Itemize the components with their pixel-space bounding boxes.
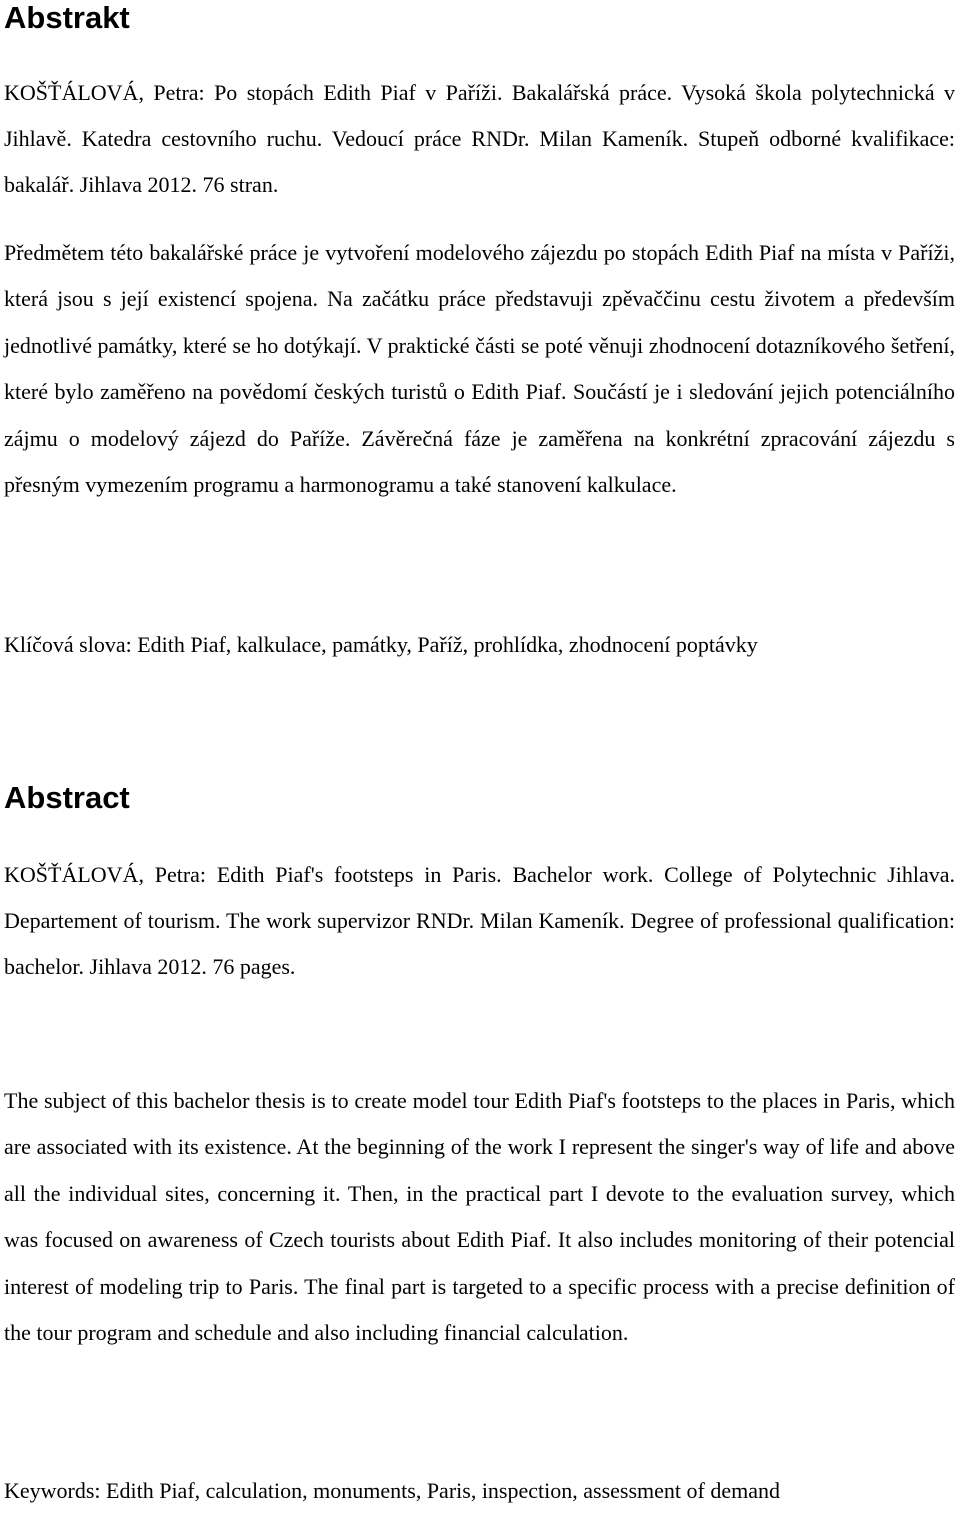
czech-keywords: Klíčová slova: Edith Piaf, kalkulace, památky, Paříž, prohlídka, zhodnocení poptávky	[4, 632, 758, 657]
english-abstract-heading: Abstract	[4, 780, 130, 815]
czech-abstract-text: Předmětem této bakalářské práce je vytvoření modelového zájezdu po stopách Edith Piaf na místa v Paříži, která jsou s její existencí spojena. Na začátku práce představuji zpěvaččinu cestu životem a především jednotlivé památky, které se ho dotýkají. V praktické části se poté věnuji zhodnocení dotazníkového šetření, které bylo zaměřeno na povědomí českých turistů o Edith Piaf. Součástí je i sledování jejich potenciálního zájmu o modelový zájezd do Paříže. Závěrečná fáze je zaměřena na konkrétní zpracování zájezdu s přesným vymezením programu a harmonogramu a také stanovení kalkulace.	[4, 240, 955, 498]
english-abstract-text: The subject of this bachelor thesis is to create model tour Edith Piaf's footsteps to the places in Paris, which are associated with its existence. At the beginning of the work I represent the singer's way of life and above all the individual sites, concerning it. Then, in the practical part I devote to the evaluation survey, which was focused on awareness of Czech tourists about Edith Piaf. It also includes monitoring of their potencial interest of modeling trip to Paris. The final part is targeted to a specific process with a precise definition of the tour program and schedule and also including financial calculation.	[4, 1088, 955, 1346]
english-bibliographic-record: KOŠŤÁLOVÁ, Petra: Edith Piaf's footsteps in Paris. Bachelor work. College of Polytechnic Jihlava. Departement of tourism. The work supervizor RNDr. Milan Kameník. Degree of professional qualification: bachelor. Jihlava 2012. 76 pages.	[4, 862, 955, 979]
czech-abstract-heading: Abstrakt	[4, 0, 130, 35]
english-keywords: Keywords: Edith Piaf, calculation, monuments, Paris, inspection, assessment of demand	[4, 1478, 780, 1503]
czech-bibliographic-record: KOŠŤÁLOVÁ, Petra: Po stopách Edith Piaf v Paříži. Bakalářská práce. Vysoká škola polytechnická v Jihlavě. Katedra cestovního ruchu. Vedoucí práce RNDr. Milan Kameník. Stupeň odborné kvalifikace: bakalář. Jihlava 2012. 76 stran.	[4, 80, 955, 197]
